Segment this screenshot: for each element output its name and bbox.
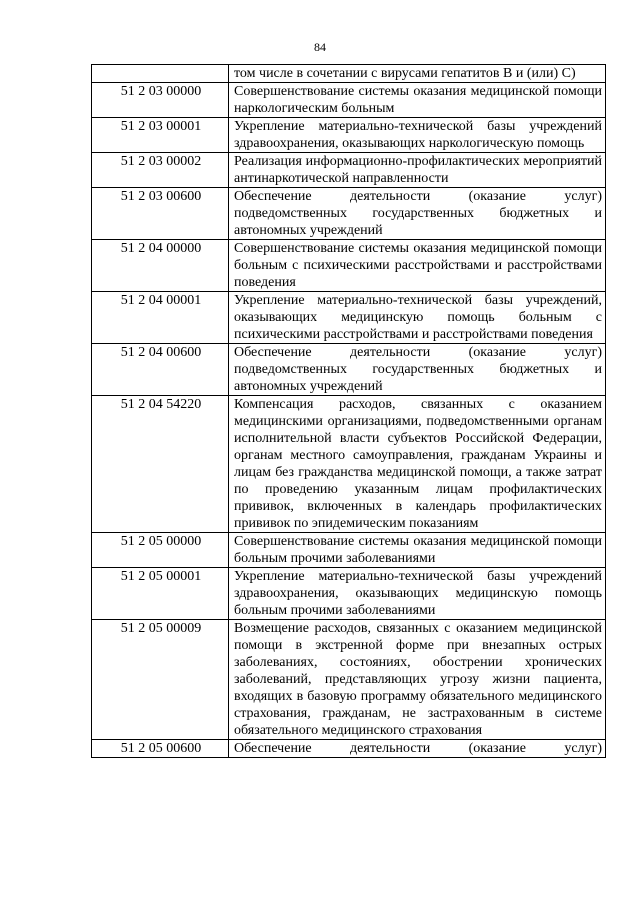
description-cell: Совершенствование системы оказания медицинской помощи больным прочими заболеваниями <box>229 533 606 568</box>
code-cell <box>92 65 229 83</box>
code-cell: 51 2 03 00600 <box>92 188 229 240</box>
table-row <box>92 83 606 118</box>
budget-classification-table <box>91 64 606 758</box>
table-row <box>92 153 606 188</box>
table-row <box>92 65 606 83</box>
code-cell: 51 2 04 00600 <box>92 344 229 396</box>
description-cell: Укрепление материально-технической базы учреждений здравоохранения, оказывающих наркологическую помощь <box>229 118 606 153</box>
code-cell: 51 2 03 00001 <box>92 118 229 153</box>
code-cell: 51 2 04 54220 <box>92 396 229 533</box>
code-cell: 51 2 05 00000 <box>92 533 229 568</box>
code-cell: 51 2 05 00600 <box>92 740 229 758</box>
table-row <box>92 568 606 620</box>
description-cell: Совершенствование системы оказания медицинской помощи больным с психическими расстройствами и расстройствами поведения <box>229 240 606 292</box>
table-row <box>92 533 606 568</box>
code-cell: 51 2 05 00001 <box>92 568 229 620</box>
table-row <box>92 292 606 344</box>
table-row <box>92 620 606 740</box>
table-row <box>92 240 606 292</box>
description-cell: Обеспечение деятельности (оказание услуг) <box>229 740 606 758</box>
code-cell: 51 2 03 00000 <box>92 83 229 118</box>
table-row <box>92 396 606 533</box>
description-cell: Возмещение расходов, связанных с оказанием медицинской помощи в экстренной форме при внезапных острых заболеваниях, состояниях, обострении хронических заболеваний, представляющих угрозу жизни пациента, входящих в базовую программу обязательного медицинского страхования, гражданам, не застрахованным в системе обязательного медицинского страхования <box>229 620 606 740</box>
description-cell: Обеспечение деятельности (оказание услуг) подведомственных государственных бюджетных и автономных учреждений <box>229 344 606 396</box>
description-cell: Укрепление материально-технической базы учреждений здравоохранения, оказывающих медицинскую помощь больным прочими заболеваниями <box>229 568 606 620</box>
code-cell: 51 2 05 00009 <box>92 620 229 740</box>
code-cell: 51 2 04 00001 <box>92 292 229 344</box>
description-cell: Компенсация расходов, связанных с оказанием медицинскими организациями, подведомственными органам исполнительной власти субъектов Российской Федерации, органам местного самоуправления, гражданам Украины и лицам без гражданства медицинской помощи, а также затрат по проведению указанным лицам профилактических прививок, включенных в календарь профилактических прививок по эпидемическим показаниям <box>229 396 606 533</box>
description-cell: Совершенствование системы оказания медицинской помощи наркологическим больным <box>229 83 606 118</box>
table-row <box>92 118 606 153</box>
table-row <box>92 344 606 396</box>
description-cell: том числе в сочетании с вирусами гепатитов В и (или) С) <box>229 65 606 83</box>
table-row <box>92 188 606 240</box>
table-row <box>92 740 606 758</box>
description-cell: Реализация информационно-профилактических мероприятий антинаркотической направленности <box>229 153 606 188</box>
description-cell: Укрепление материально-технической базы учреждений, оказывающих медицинскую помощь больным с психическими расстройствами и расстройствами поведения <box>229 292 606 344</box>
page-number: 84 <box>314 40 326 54</box>
code-cell: 51 2 04 00000 <box>92 240 229 292</box>
code-cell: 51 2 03 00002 <box>92 153 229 188</box>
description-cell: Обеспечение деятельности (оказание услуг) подведомственных государственных бюджетных и автономных учреждений <box>229 188 606 240</box>
